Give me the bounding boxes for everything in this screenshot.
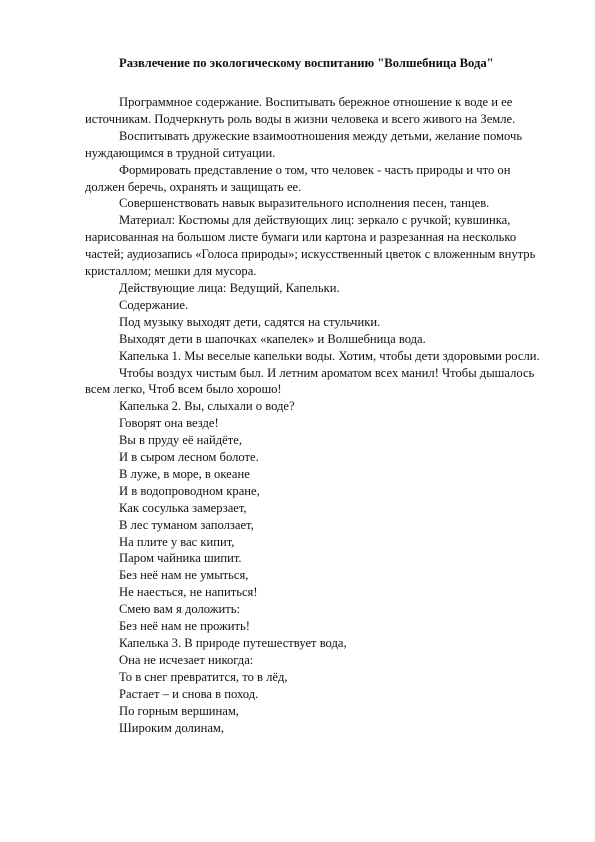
- verse-line: Растает – и снова в поход.: [119, 686, 259, 701]
- verse-line: В лес туманом заползает,: [119, 517, 254, 532]
- verse-line: Без неё нам не прожить!: [119, 619, 250, 634]
- paragraph: Воспитывать дружеские взаимоотношения между детьми, желание помочь нуждающимся в трудной ситуации.: [85, 128, 523, 160]
- verse-line: Паром чайника шипит.: [119, 551, 242, 566]
- paragraph: Содержание.: [119, 297, 189, 312]
- paragraph: Капелька 2. Вы, слыхали о воде?: [119, 399, 295, 414]
- paragraph: Под музыку выходят дети, садятся на стульчики.: [119, 314, 381, 329]
- verse-line: Смею вам я доложить:: [119, 602, 240, 617]
- paragraph: Материал: Костюмы для действующих лиц: зеркало с ручкой; кувшинка, нарисованная на большом листе бумаги или картона и разрезанная на несколько частей; аудиозапись «Голоса природы»; искусственный цветок с вложенным внутрь кристаллом; мешки для мусора.: [85, 213, 536, 279]
- verse-line: Без неё нам не умыться,: [119, 568, 249, 583]
- verse-line: Широким долинам,: [119, 720, 225, 735]
- verse-line: То в снег превратится, то в лёд,: [119, 669, 288, 684]
- paragraph: Капелька 1. Мы веселые капельки воды. Хотим, чтобы дети здоровыми росли.: [119, 348, 540, 363]
- verse-line: Как сосулька замерзает,: [119, 500, 247, 515]
- paragraph: Капелька 3. В природе путешествует вода,: [119, 636, 347, 650]
- verse-line: Она не исчезает никогда:: [119, 652, 254, 667]
- paragraph: Чтобы воздух чистым был. И летним ароматом всех манил! Чтобы дышалось всем легко, Чтоб всем было хорошо!: [85, 365, 535, 397]
- verse-line: В луже, в море, в океане: [119, 466, 250, 481]
- verse-line: И в водопроводном кране,: [119, 483, 260, 498]
- document-title: Развлечение по экологическому воспитанию "Волшебница Вода": [119, 56, 494, 70]
- paragraph: Выходят дети в шапочках «капелек» и Волшебница вода.: [119, 331, 426, 346]
- paragraph: Программное содержание. Воспитывать бережное отношение к воде и ее источникам. Подчеркнуть роль воды в жизни человека и всего живого на Земле.: [85, 95, 516, 126]
- verse-line: Не наесться, не напиться!: [119, 585, 258, 600]
- verse-line: По горным вершинам,: [119, 703, 239, 718]
- document-body: [85, 94, 553, 736]
- verse-line: На плите у вас кипит,: [119, 534, 235, 549]
- paragraph: Действующие лица: Ведущий, Капельки.: [119, 280, 340, 295]
- paragraph: Формировать представление о том, что человек - часть природы и что он должен беречь, охранять и защищать ее.: [85, 162, 511, 194]
- verse-line: Вы в пруду её найдёте,: [119, 433, 242, 448]
- verse-line: И в сыром лесном болоте.: [119, 450, 259, 465]
- paragraph: Совершенствовать навык выразительного исполнения песен, танцев.: [119, 196, 490, 211]
- verse-line: Говорят она везде!: [119, 416, 219, 431]
